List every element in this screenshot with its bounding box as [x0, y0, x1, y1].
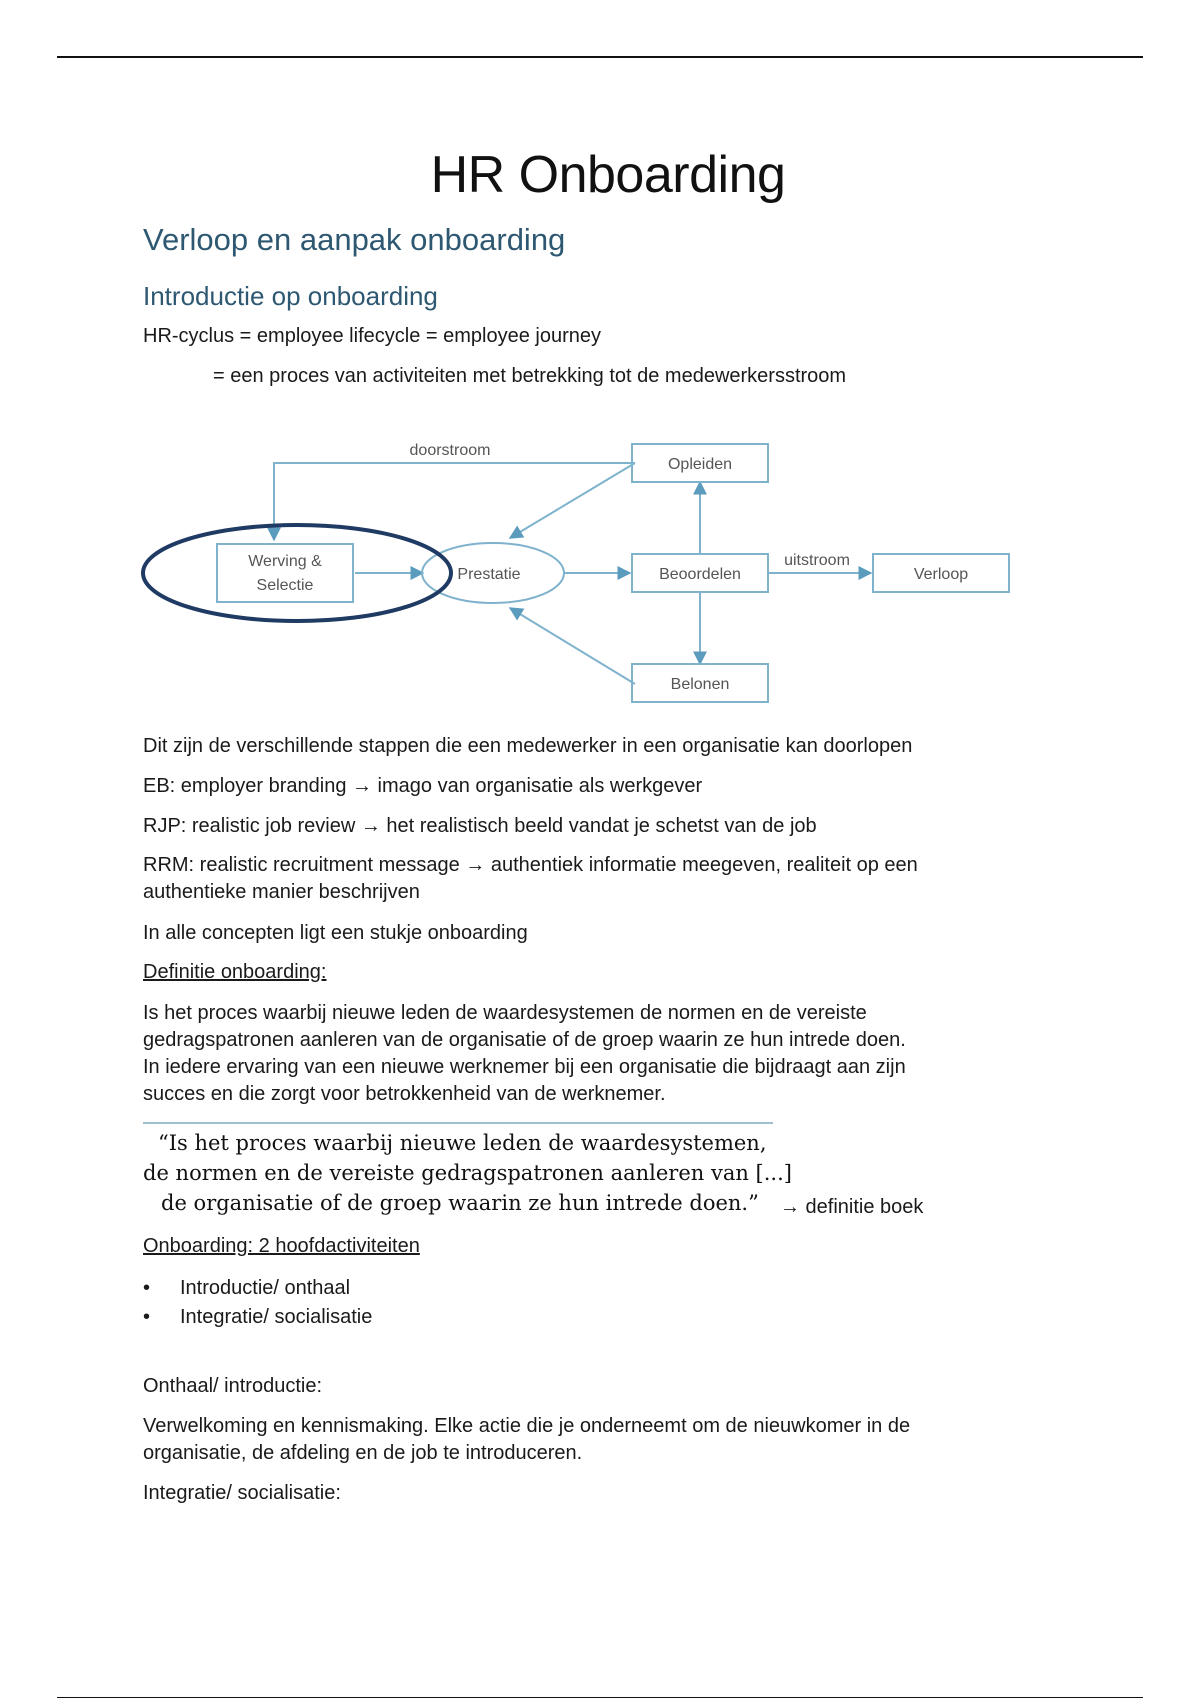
label-opleiden: Opleiden — [667, 456, 733, 473]
label-werving: Werving & — [248, 553, 322, 570]
label-selectie: Selectie — [256, 577, 314, 594]
definition-label: Definitie onboarding: — [143, 961, 327, 983]
label-doorstroom: doorstroom — [409, 442, 491, 459]
paragraph-rrm-1: RRM: realistic recruitment message → authentiek informatie meegeven, realiteit op een — [143, 854, 918, 876]
doorstroom-arrow — [274, 463, 635, 540]
hr-cycle-diagram — [140, 428, 1020, 708]
definition-line-4: succes en die zorgt voor betrokkenheid van de werknemer. — [143, 1083, 666, 1105]
paragraph-steps: Dit zijn de verschillende stappen die een medewerker in een organisatie kan doorlopen — [143, 735, 913, 757]
intro-definition: = een proces van activiteiten met betrekking tot de medewerkersstroom — [213, 365, 847, 387]
onthaal-label: Onthaal/ introductie: — [143, 1375, 322, 1397]
heading-introductie: Introductie op onboarding — [143, 281, 438, 311]
top-rule — [57, 56, 1143, 58]
book-quote — [143, 1122, 792, 1218]
paragraph-rrm-2: authentieke manier beschrijven — [143, 881, 420, 903]
heading-verloop: Verloop en aanpak onboarding — [143, 222, 566, 257]
page-title: HR Onboarding — [430, 146, 786, 204]
definition-line-1: Is het proces waarbij nieuwe leden de waardesystemen de normen en de vereiste — [143, 1002, 867, 1024]
paragraph-rjp: RJP: realistic job review → het realistisch beeld vandat je schetst van de job — [143, 815, 817, 837]
definition-line-3: In iedere ervaring van een nieuwe werknemer bij een organisatie die bijdraagt aan zijn — [143, 1056, 906, 1078]
onthaal-text-1: Verwelkoming en kennismaking. Elke actie die je onderneemt om de nieuwkomer in de — [143, 1415, 911, 1437]
label-uitstroom: uitstroom — [784, 552, 850, 569]
onthaal-text-2: organisatie, de afdeling en de job te introduceren. — [143, 1442, 583, 1464]
bottom-rule — [57, 1697, 1143, 1698]
paragraph-eb: EB: employer branding → imago van organisatie als werkgever — [143, 775, 703, 797]
label-beoordelen: Beoordelen — [659, 566, 741, 583]
paragraph-concepts: In alle concepten ligt een stukje onboarding — [143, 922, 528, 944]
list-item: • Introductie/ onthaal — [143, 1274, 372, 1303]
quote-line-2: de normen en de vereiste gedragspatronen aanleren van [...] — [143, 1161, 792, 1185]
intro-line: HR-cyclus = employee lifecycle = employee journey — [143, 325, 601, 347]
opleiden-to-prestatie-arrow — [510, 463, 635, 538]
list-item: • Integratie/ socialisatie — [143, 1303, 372, 1332]
activities-list — [143, 1274, 372, 1332]
quote-line-1: “Is het proces waarbij nieuwe leden de waardesystemen, — [158, 1131, 767, 1155]
integratie-label: Integratie/ socialisatie: — [143, 1482, 341, 1504]
definition-line-2: gedragspatronen aanleren van de organisatie of de groep waarin ze hun intrede doen. — [143, 1029, 906, 1051]
activities-label: Onboarding: 2 hoofdactiviteiten — [143, 1235, 420, 1257]
label-verloop: Verloop — [913, 566, 969, 583]
label-prestatie: Prestatie — [457, 566, 521, 583]
quote-line-3: de organisatie of de groep waarin ze hun intrede doen.” — [161, 1191, 759, 1215]
label-belonen: Belonen — [670, 676, 730, 693]
quote-note: → definitie boek — [780, 1196, 924, 1218]
belonen-to-prestatie-arrow — [510, 608, 635, 684]
